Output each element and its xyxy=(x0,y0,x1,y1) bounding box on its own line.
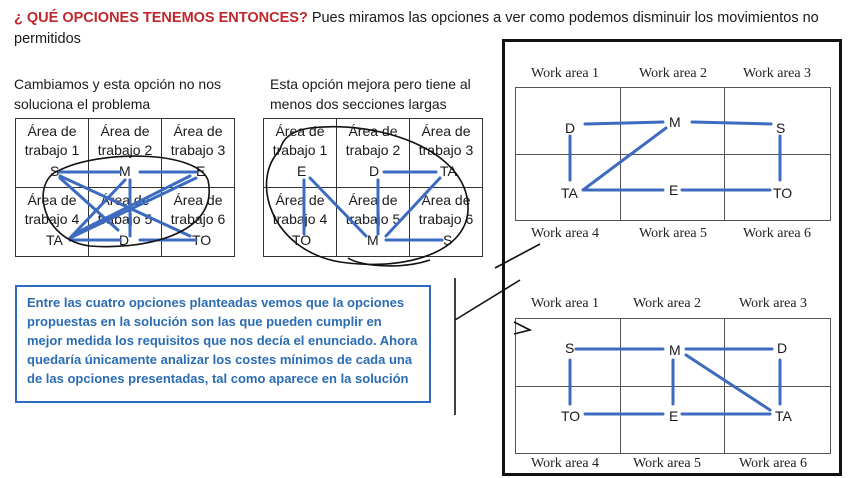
work-area-label: Work area 5 xyxy=(633,456,702,471)
letter-to: TO xyxy=(773,185,793,201)
letter-e: E xyxy=(196,163,206,179)
option2-lines xyxy=(304,172,442,240)
letter-s: S xyxy=(565,340,575,356)
letter-m: M xyxy=(119,163,131,179)
heading-highlight: ¿ QUÉ OPCIONES TENEMOS ENTONCES? xyxy=(14,10,308,26)
letter-e: E xyxy=(297,163,307,179)
work-area-label: Work area 2 xyxy=(639,66,708,81)
letter-s: S xyxy=(443,232,453,248)
cell-label: Área de trabajo 2 xyxy=(345,123,401,158)
work-area-label: Work area 4 xyxy=(531,226,600,241)
work-area-label: Work area 6 xyxy=(743,226,812,241)
letter-to: TO xyxy=(561,408,581,424)
letter-ta: TA xyxy=(440,163,457,179)
letter-ta: TA xyxy=(775,408,792,424)
work-area-label: Work area 4 xyxy=(531,456,600,471)
solution-bottom-lines xyxy=(570,349,780,414)
letter-m: M xyxy=(367,232,379,248)
option1-caption: Cambiamos y esta opción no nos soluciona el problema xyxy=(14,76,221,112)
letter-s: S xyxy=(776,120,786,136)
letter-to: TO xyxy=(192,232,212,248)
option1-lines xyxy=(60,172,196,240)
solution-top-lines xyxy=(570,122,780,190)
letter-e: E xyxy=(669,408,679,424)
letter-m: M xyxy=(669,342,681,358)
cell-label: Área de trabajo 6 xyxy=(418,192,474,227)
cell-label: Área de trabajo 3 xyxy=(170,123,226,158)
letter-ta: TA xyxy=(46,232,63,248)
info-box: Entre las cuatro opciones planteadas vemos que la opciones propuestas en la solución son las que pueden cumplir en mejor medida los requisitos que nos decía el enunciado. Ahora quedaría únicamente analizar los costes mínimos de cada una de las opciones presentadas, tal como aparece en la solución xyxy=(15,285,431,403)
cell-label: Área de trabajo 4 xyxy=(24,192,80,227)
handwritten-marks xyxy=(43,127,540,415)
cell-label: Área de trabajo 1 xyxy=(24,123,80,158)
cell-label: Área de trabajo 5 xyxy=(97,192,153,227)
cell-label: Área de trabajo 6 xyxy=(170,192,226,227)
cell-label: Área de trabajo 2 xyxy=(97,123,153,158)
option2-caption: Esta opción mejora pero tiene al menos dos secciones largas xyxy=(270,76,471,112)
letter-d: D xyxy=(565,120,576,136)
letter-d: D xyxy=(777,340,788,356)
work-area-label: Work area 1 xyxy=(531,296,600,311)
letter-to: TO xyxy=(292,232,312,248)
letter-e: E xyxy=(669,182,679,198)
cell-label: Área de trabajo 5 xyxy=(345,192,401,227)
work-area-label: Work area 3 xyxy=(743,66,812,81)
cell-label: Área de trabajo 4 xyxy=(272,192,328,227)
cell-label: Área de trabajo 1 xyxy=(272,123,328,158)
letter-d: D xyxy=(119,232,130,248)
letter-s: S xyxy=(50,163,60,179)
letter-m: M xyxy=(669,114,681,130)
heading-text: Pues miramos las opciones a ver como podemos disminuir los movimientos no permitidos xyxy=(14,10,819,47)
work-area-label: Work area 3 xyxy=(739,296,808,311)
work-area-label: Work area 5 xyxy=(639,226,708,241)
work-area-label: Work area 2 xyxy=(633,296,702,311)
letter-ta: TA xyxy=(561,185,578,201)
cell-label: Área de trabajo 3 xyxy=(418,123,474,158)
work-area-label: Work area 1 xyxy=(531,66,600,81)
work-area-label: Work area 6 xyxy=(739,456,808,471)
letter-d: D xyxy=(369,163,380,179)
